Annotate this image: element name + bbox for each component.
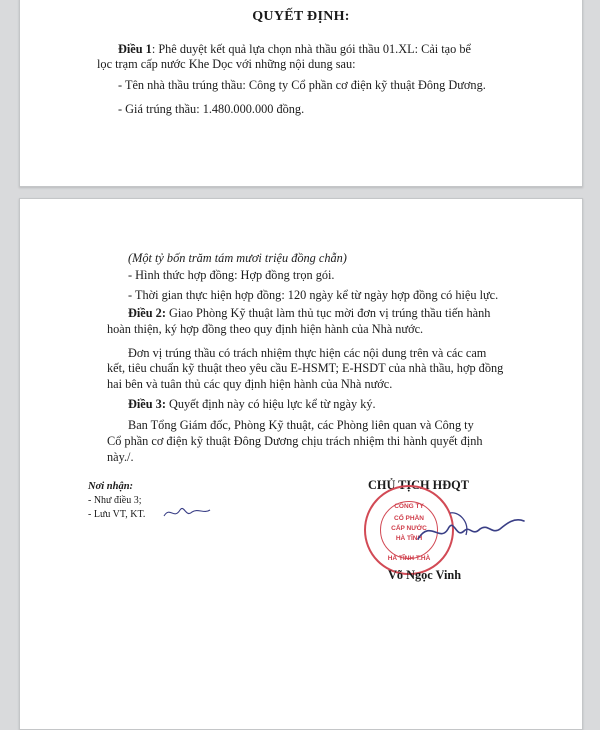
recipient-1: - Như điều 3; <box>88 495 142 506</box>
price-line: - Giá trúng thầu: 1.480.000.000 đồng. <box>118 102 305 116</box>
seal-mid-text: CỔ PHẦN <box>394 515 424 522</box>
seal-bottom-text: HÀ TĨNH T.HÀ <box>387 555 431 562</box>
document-page-2 <box>19 198 583 730</box>
article-2-label: Điều 2: <box>128 306 166 320</box>
article-1-label: Điều 1 <box>118 42 152 56</box>
initials-scribble-icon <box>162 502 212 522</box>
article-1-text: : Phê duyệt kết quả lựa chọn nhà thầu gói thầu 01.XL: Cải tạo bể <box>151 42 471 56</box>
recipients-title: Nơi nhận: <box>88 481 134 492</box>
article-3-label: Điều 3: <box>128 397 166 411</box>
signer-name: Võ Ngọc Vinh <box>388 568 462 582</box>
seal-mid-text-3: HÀ TĨNH <box>395 535 423 542</box>
article-1-line-1 <box>118 42 471 56</box>
article-2-text: Giao Phòng Kỹ thuật làm thủ tục mời đơn vị trúng thầu tiến hành <box>165 306 491 320</box>
obligation-line-1: Đơn vị trúng thầu có trách nhiệm thực hiện các nội dung trên và các cam <box>128 346 487 360</box>
contract-type-line: - Hình thức hợp đồng: Hợp đồng trọn gói. <box>128 268 335 282</box>
responsibility-line-2: Cổ phần cơ điện kỹ thuật Đông Dương chịu trách nhiệm thi hành quyết định <box>107 434 483 448</box>
signature-icon <box>410 499 530 559</box>
article-2-line-1 <box>128 306 490 320</box>
winner-line: - Tên nhà thầu trúng thầu: Công ty Cổ phần cơ điện kỹ thuật Đông Dương. <box>118 78 486 92</box>
seal-top-text: CÔNG TY <box>394 503 424 510</box>
decision-title: QUYẾT ĐỊNH: <box>252 9 350 24</box>
contract-time-line: - Thời gian thực hiện hợp đồng: 120 ngày kể từ ngày hợp đồng có hiệu lực. <box>128 288 499 302</box>
price-in-words: (Một tỷ bốn trăm tám mươi triệu đồng chẵn) <box>128 251 347 265</box>
article-3-line <box>128 397 376 411</box>
obligation-line-3: hai bên và tuân thủ các quy định hiện hành của Nhà nước. <box>107 377 393 391</box>
recipient-2: - Lưu VT, KT. <box>88 509 146 520</box>
responsibility-line-1: Ban Tổng Giám đốc, Phòng Kỹ thuật, các Phòng liên quan và Công ty <box>128 418 474 432</box>
responsibility-line-3: này./. <box>107 450 134 464</box>
article-3-text: Quyết định này có hiệu lực kể từ ngày ký. <box>165 397 376 411</box>
document-page-1 <box>19 0 583 187</box>
signer-title: CHỦ TỊCH HĐQT <box>368 478 469 492</box>
article-1-line-2: lọc trạm cấp nước Khe Dọc với những nội dung sau: <box>97 57 356 71</box>
obligation-line-2: kết, tiêu chuẩn kỹ thuật theo yêu cầu E-HSMT; E-HSDT của nhà thầu, hợp đồng <box>107 361 504 375</box>
article-2-line-2: hoàn thiện, ký hợp đồng theo quy định hiện hành của Nhà nước. <box>107 322 424 336</box>
seal-mid-text-2: CẤP NƯỚC <box>391 525 427 532</box>
